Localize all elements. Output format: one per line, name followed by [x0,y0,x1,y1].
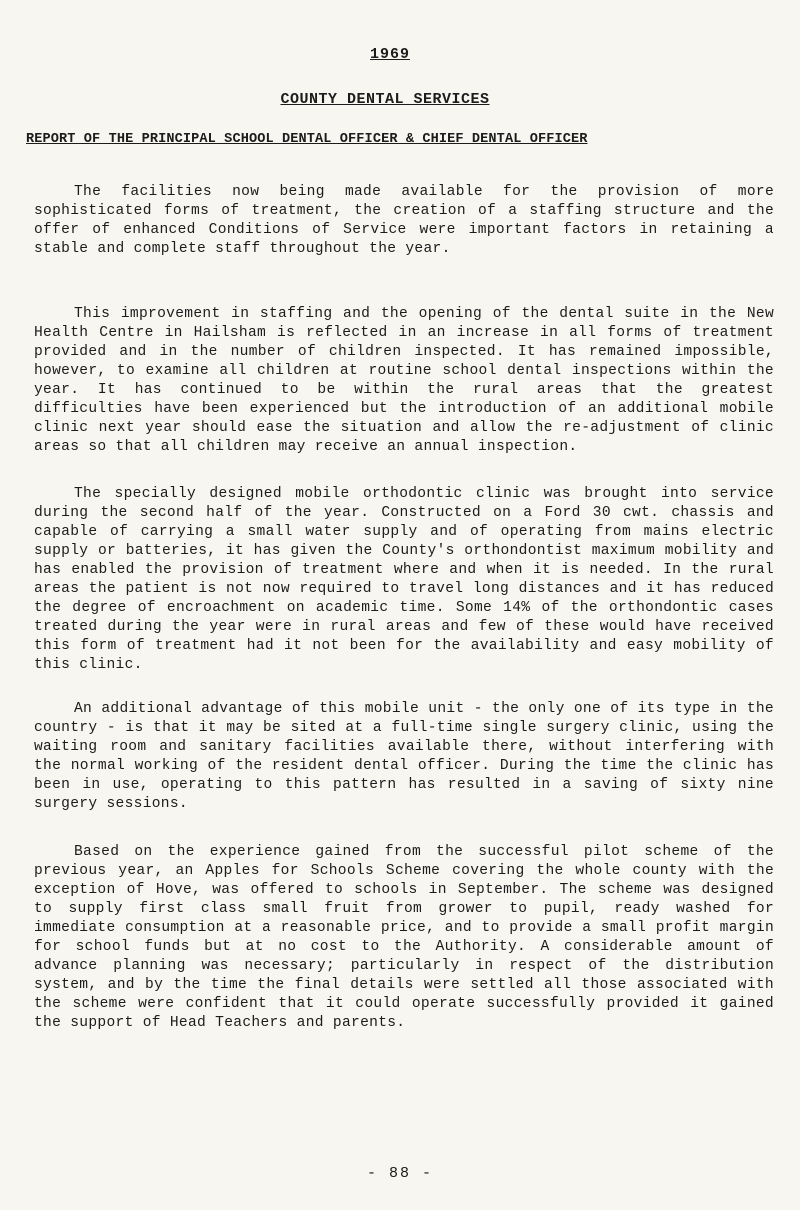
report-year: 1969 [369,46,410,63]
paragraph-text: Based on the experience gained from the successful pilot scheme of the previous year, an Apples for Schools Scheme covering the whole county with the exception of Hove, was offered to schools in September. The scheme was designed to supply first class small fruit from grower to pupil, ready washed for immediate consumption at a reasonable price, and to provide a small profit margin for school funds but at no cost to the Authority. A considerable amount of advance planning was necessary; particularly in respect of the distribution system, and by the time the final details were settled all those associated with the scheme were confident that it could operate successfully provided it gained the support of Head Teachers and parents. [34,844,774,1031]
paragraph-text: This improvement in staffing and the opening of the dental suite in the New Health Centre in Hailsham is reflected in an increase in all forms of treatment provided and in the number of children inspected. It has remained impossible, however, to examine all children at routine school dental inspections within the year. It has continued to be within the rural areas that the greatest difficulties have been experienced but the introduction of an additional mobile clinic next year should ease the situation and allow the re-adjustment of clinic areas so that all children may receive an annual inspection. [34,306,774,455]
paragraph-staffing [34,183,774,259]
paragraph-text: The facilities now being made available for the provision of more sophisticated forms of treatment, the creation of a staffing structure and the offer of enhanced Conditions of Service were important factors in retaining a stable and complete staff throughout the year. [34,184,774,257]
paragraph-text: The specially designed mobile orthodontic clinic was brought into service during the second half of the year. Constructed on a Ford 30 cwt. chassis and capable of carrying a small water supply and of operating from mains electric supply or batteries, it has given the County's orthondontist maximum mobility and has enabled the provision of treatment where and when it is needed. In the rural areas the patient is not now required to travel long distances and it has reduced the degree of encroachment on academic time. Some 14% of the orthondontic cases treated during the year were in rural areas and few of these would have received this form of treatment had it not been for the availability and easy mobility of this clinic. [34,486,774,673]
paragraph-mobile-orthodontic-clinic [34,485,774,675]
paragraph-mobile-unit-advantage [34,700,774,814]
report-title: REPORT OF THE PRINCIPAL SCHOOL DENTAL OFFICER & CHIEF DENTAL OFFICER [26,132,588,147]
paragraph-apples-for-schools [34,843,774,1033]
paragraph-inspections [34,305,774,457]
department-heading: COUNTY DENTAL SERVICES [280,91,490,108]
page-number: - 88 - [366,1165,433,1182]
paragraph-text: An additional advantage of this mobile unit - the only one of its type in the country - is that it may be sited at a full-time single surgery clinic, using the waiting room and sanitary facilities available there, without interfering with the normal working of the resident dental officer. During the time the clinic has been in use, operating to this pattern has resulted in a saving of sixty nine surgery sessions. [34,701,774,812]
